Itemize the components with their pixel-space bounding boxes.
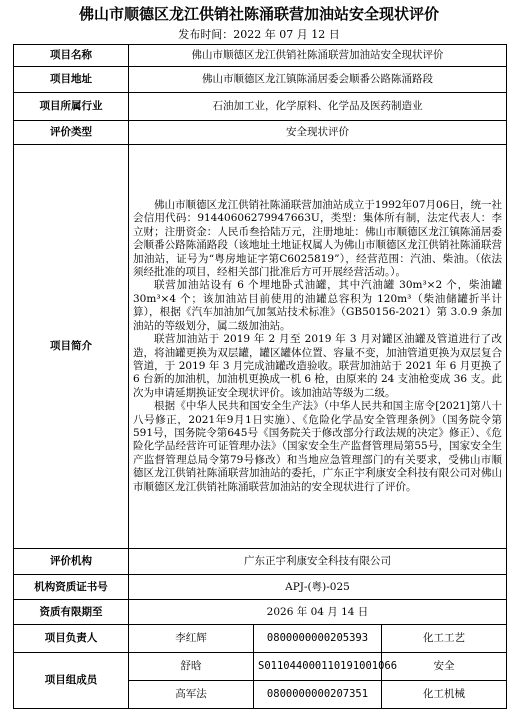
leader-label: 项目负责人 [14,625,129,653]
member-cert: S011044000110191001066 [254,653,382,681]
row-cert-expiry [14,600,507,625]
agency-value: 广东正宇利康安全科技有限公司 [129,549,507,575]
row-eval-type [14,121,507,145]
row-industry [14,93,507,121]
row-member [14,653,507,681]
intro-paragraph: 根据《中华人民共和国安全生产法》（中华人民共和国主席令[2021]第八十八号修正，2021年9月1日实施）、《危险化学品安全管理条例》（国务院令第591号，国务院令第645号《国务院关于修改部分行政法规的决定》修正）、《危险化学品经营许可证管理办法》（国家安全生产监督管理局第55号，国家安全生产监督管理总局令第79号修改）和当地应急管理部门的有关要求，受佛山市顺德区龙江供销社陈涌联营加油站的委托，广东正宇利康安全科技有限公司对佛山市顺德区龙江供销社陈涌联营加油站的安全现状进行了评价。 [133,400,502,493]
row-intro [14,145,507,549]
intro-text [129,145,507,549]
project-address-label: 项目地址 [14,67,129,93]
cert-no-value: APJ-(粤)-025 [129,575,507,600]
publish-date: 发布时间：2022 年 07 月 12 日 [178,28,340,41]
cert-expiry-value: 2026 年 04 月 14 日 [129,600,507,625]
members-label: 项目组成员 [14,653,129,709]
member-name: 高军法 [129,681,254,709]
row-agency [14,549,507,575]
leader-cert: 0800000000205393 [254,625,382,653]
member-name: 舒晗 [129,653,254,681]
intro-paragraph: 联营加油站设有 6 个埋地卧式油罐，其中汽油罐 30m³×2 个，柴油罐 30m³×4 个；该加油站目前使用的油罐总容积为 120m³（柴油储罐折半计算），根据《汽车加油加气加氢站技术标准》（GB50156-2021）第 3.0.9 条加油站的等级划分，属二级加油站。 [133,279,502,332]
leader-name: 李红辉 [129,625,254,653]
row-project-address [14,67,507,93]
row-leader [14,625,507,653]
project-address-value: 佛山市顺德区龙江镇陈涌居委会顺番公路陈涌路段 [129,67,507,93]
report-table [13,44,507,709]
industry-value: 石油加工业，化学原料、化学品及医药制造业 [129,93,507,121]
eval-type-value: 安全现状评价 [129,121,507,145]
agency-label: 评价机构 [14,549,129,575]
member-field: 化工机械 [382,681,507,709]
member-field: 安全 [382,653,507,681]
eval-type-label: 评价类型 [14,121,129,145]
intro-paragraph: 佛山市顺德区龙江供销社陈涌联营加油站成立于1992年07月06日，统一社会信用代码：91440606279947663U，类型：集体所有制，法定代表人：李立财；注册资金：人民币叁拾陆万元，注册地址：佛山市顺德区龙江镇陈涌居委会顺番公路陈涌路段（该地址土地证权属人为佛山市顺德区龙江供销社陈涌联营加油站，证号为“粤房地证字第C6025819”），经营范围：汽油、柴油。（依法须经批准的项目，经相关部门批准后方可开展经营活动。）。 [133,199,502,279]
page-title: 佛山市顺德区龙江供销社陈涌联营加油站安全现状评价 [78,5,439,23]
member-cert: 0800000000207351 [254,681,382,709]
industry-label: 项目所属行业 [14,93,129,121]
intro-paragraph: 联营加油站于 2019 年 2 月至 2019 年 3 月对罐区油罐及管道进行了改造，将油罐更换为双层罐，罐区罐体位置、容量不变，加油管道更换为双层复合管道，于 2019 年 3 月完成油罐改造验收。联营加油站于 2021 年 6 月更换了 6 台新的加油机，加油机更换成一机 6 枪，由原来的 24 支油枪变成 36 支。此次为申请延期换证安全现状评价。该加油站等级为二级。 [133,333,502,399]
row-cert-no [14,575,507,600]
cert-no-label: 机构资质证书号 [14,575,129,600]
intro-label: 项目简介 [14,145,129,549]
project-name-label: 项目名称 [14,45,129,67]
row-project-name [14,45,507,67]
cert-expiry-label: 资质有限期至 [14,600,129,625]
project-name-value: 佛山市顺德区龙江供销社陈涌联营加油站安全现状评价 [129,45,507,67]
leader-field: 化工工艺 [382,625,507,653]
